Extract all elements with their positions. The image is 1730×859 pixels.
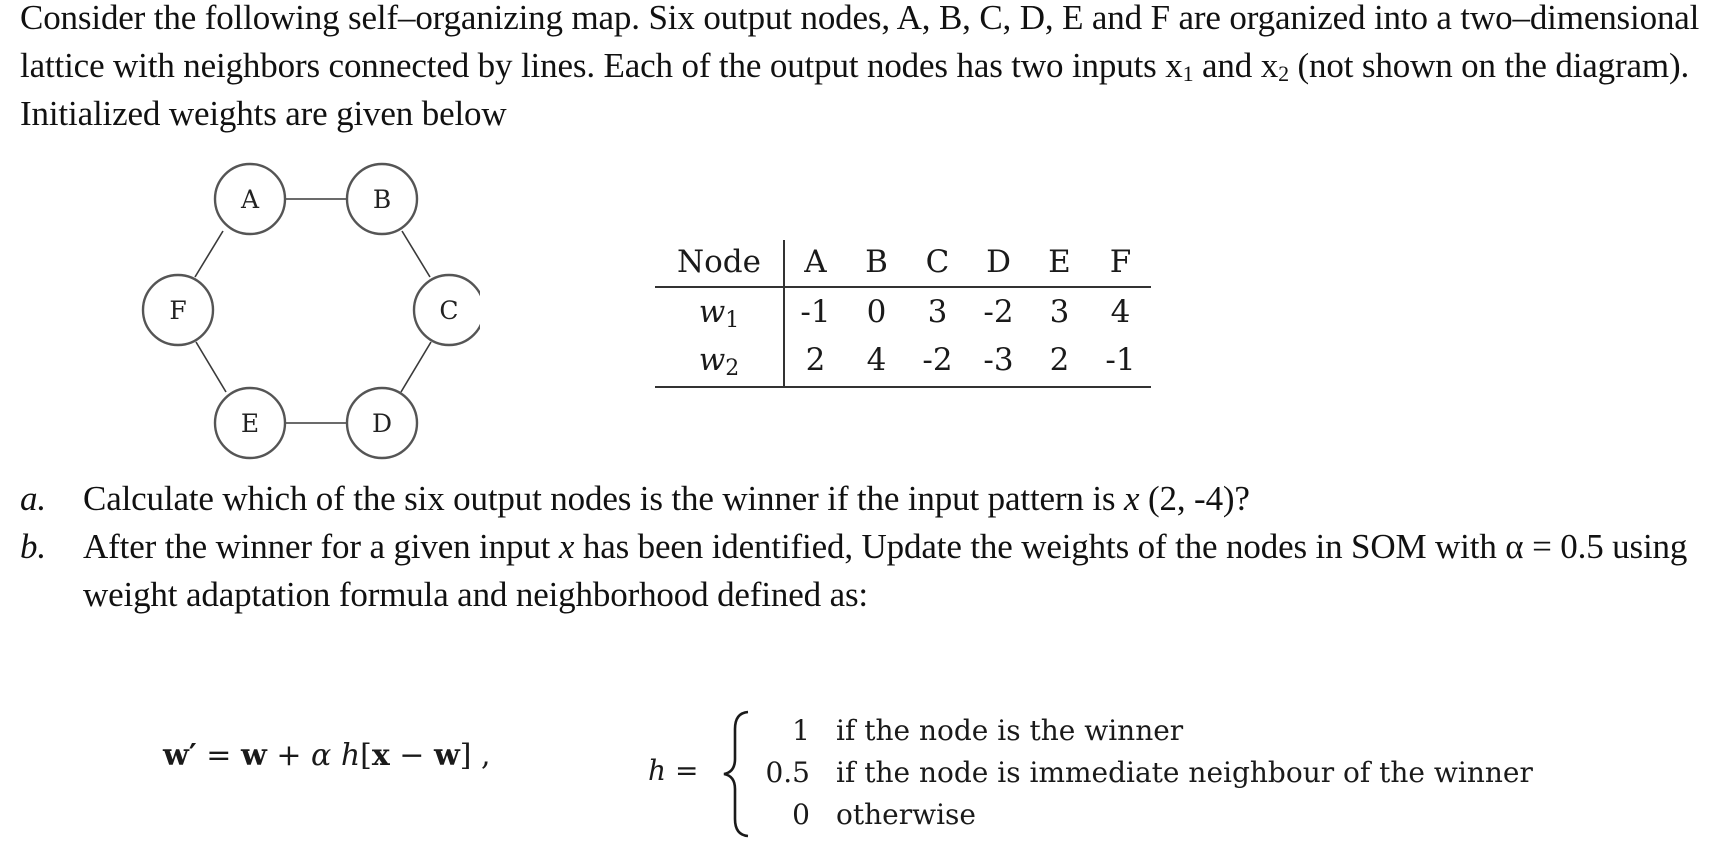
node-c-label: C bbox=[439, 296, 459, 325]
question-b-variable: x bbox=[558, 527, 575, 566]
lattice-node-b bbox=[347, 164, 417, 234]
edge-f-a bbox=[195, 231, 223, 277]
cell-w1-f: 4 bbox=[1110, 294, 1131, 330]
node-e-label: E bbox=[240, 409, 260, 438]
row-label-w2-var: w bbox=[698, 342, 726, 378]
cell-w2-a: 2 bbox=[805, 342, 826, 378]
formula-alpha: α bbox=[311, 738, 332, 773]
intro-subscript-2: 2 bbox=[1278, 61, 1289, 86]
table-row bbox=[655, 287, 1151, 336]
node-d-label: D bbox=[371, 409, 393, 438]
row-label-w1-var: w bbox=[698, 294, 726, 330]
edge-e-f bbox=[196, 342, 226, 392]
question-list bbox=[20, 475, 1720, 619]
formula-w-prime: w′ bbox=[163, 738, 197, 773]
node-b-label: B bbox=[372, 185, 392, 214]
formula-open-bracket: [ bbox=[360, 738, 372, 773]
question-a-text-2: (2, -4)? bbox=[1139, 479, 1250, 518]
header-col-d: D bbox=[968, 240, 1029, 287]
node-a-label: A bbox=[240, 185, 260, 214]
header-node-label: Node bbox=[655, 240, 784, 287]
cell-w2-d: -3 bbox=[983, 342, 1014, 378]
case-otherwise-condition: otherwise bbox=[836, 798, 976, 831]
row-label-w2 bbox=[655, 336, 784, 387]
lattice-node-d bbox=[347, 388, 417, 458]
header-col-f: F bbox=[1090, 240, 1151, 287]
header-col-e: E bbox=[1029, 240, 1090, 287]
intro-text-3: (not shown on the diagram). Initialized weights are given below bbox=[20, 46, 1690, 133]
header-col-c: C bbox=[907, 240, 968, 287]
intro-text-2: and x bbox=[1193, 46, 1279, 85]
question-a-variable: x bbox=[1124, 479, 1140, 518]
cell-w1-d: -2 bbox=[983, 294, 1014, 330]
edge-b-c bbox=[402, 231, 430, 277]
edge-c-d bbox=[401, 342, 431, 392]
row-label-w2-sub: 2 bbox=[725, 356, 740, 381]
node-f-label: F bbox=[169, 296, 187, 325]
formula-w: w bbox=[240, 738, 267, 773]
left-brace-icon bbox=[718, 709, 758, 839]
formula-minus: − bbox=[389, 738, 434, 773]
h-lhs bbox=[648, 754, 698, 787]
question-a-marker: a. bbox=[20, 479, 46, 518]
cell-w2-c: -2 bbox=[922, 342, 953, 378]
question-a bbox=[20, 475, 1720, 523]
cell-w1-e: 3 bbox=[1049, 294, 1070, 330]
cell-w2-b: 4 bbox=[866, 342, 887, 378]
question-a-text-1: Calculate which of the six output nodes is the winner if the input pattern is bbox=[83, 479, 1125, 518]
cell-w1-b: 0 bbox=[866, 294, 887, 330]
case-otherwise-value: 0 bbox=[792, 798, 810, 831]
cell-w2-e: 2 bbox=[1049, 342, 1070, 378]
case-neighbour-value: 0.5 bbox=[765, 756, 810, 789]
formula-close-bracket: ] bbox=[459, 738, 472, 773]
header-col-b: B bbox=[846, 240, 907, 287]
lattice-node-c bbox=[414, 275, 480, 345]
weights-table bbox=[655, 240, 1151, 388]
header-col-a: A bbox=[784, 240, 846, 287]
row-label-w1-sub: 1 bbox=[725, 308, 740, 333]
lattice-node-e bbox=[215, 388, 285, 458]
weight-update-formula bbox=[163, 738, 491, 773]
intro-subscript-1: 1 bbox=[1182, 61, 1194, 86]
question-b-text-2: has been identified, Update the weights of the nodes in SOM with α = 0.5 using weight adaptation formula and neighborhood defined as: bbox=[83, 527, 1688, 614]
question-b bbox=[20, 523, 1720, 619]
row-label-w1 bbox=[655, 287, 784, 336]
cell-w1-c: 3 bbox=[927, 294, 948, 330]
intro-text-1: Consider the following self–organizing map. Six output nodes, A, B, C, D, E and F are organized into a two–dimensional lattice with neighbors connected by lines. Each of the output nodes has two inputs x bbox=[20, 0, 1700, 85]
case-neighbour-condition: if the node is immediate neighbour of the winner bbox=[836, 756, 1533, 789]
formula-plus: + bbox=[266, 738, 312, 773]
h-equals: = bbox=[666, 754, 699, 787]
question-b-marker: b. bbox=[20, 527, 46, 566]
formula-w-2: w bbox=[433, 738, 460, 773]
question-b-text-1: After the winner for a given input bbox=[83, 527, 559, 566]
cell-w1-a: -1 bbox=[800, 294, 831, 330]
formula-x: x bbox=[371, 738, 390, 773]
lattice-node-a bbox=[215, 164, 285, 234]
cell-w2-f: -1 bbox=[1105, 342, 1136, 378]
lattice-edges bbox=[195, 199, 431, 423]
formula-comma: , bbox=[471, 738, 491, 773]
formula-h: h bbox=[331, 738, 361, 773]
formula-equals: = bbox=[196, 738, 241, 773]
case-winner-condition: if the node is the winner bbox=[836, 714, 1184, 747]
h-symbol: h bbox=[648, 754, 667, 787]
case-winner-value: 1 bbox=[792, 714, 810, 747]
weights-table-header bbox=[655, 240, 1151, 287]
lattice-node-f bbox=[143, 275, 213, 345]
table-row bbox=[655, 336, 1151, 387]
som-lattice-diagram bbox=[0, 0, 480, 470]
